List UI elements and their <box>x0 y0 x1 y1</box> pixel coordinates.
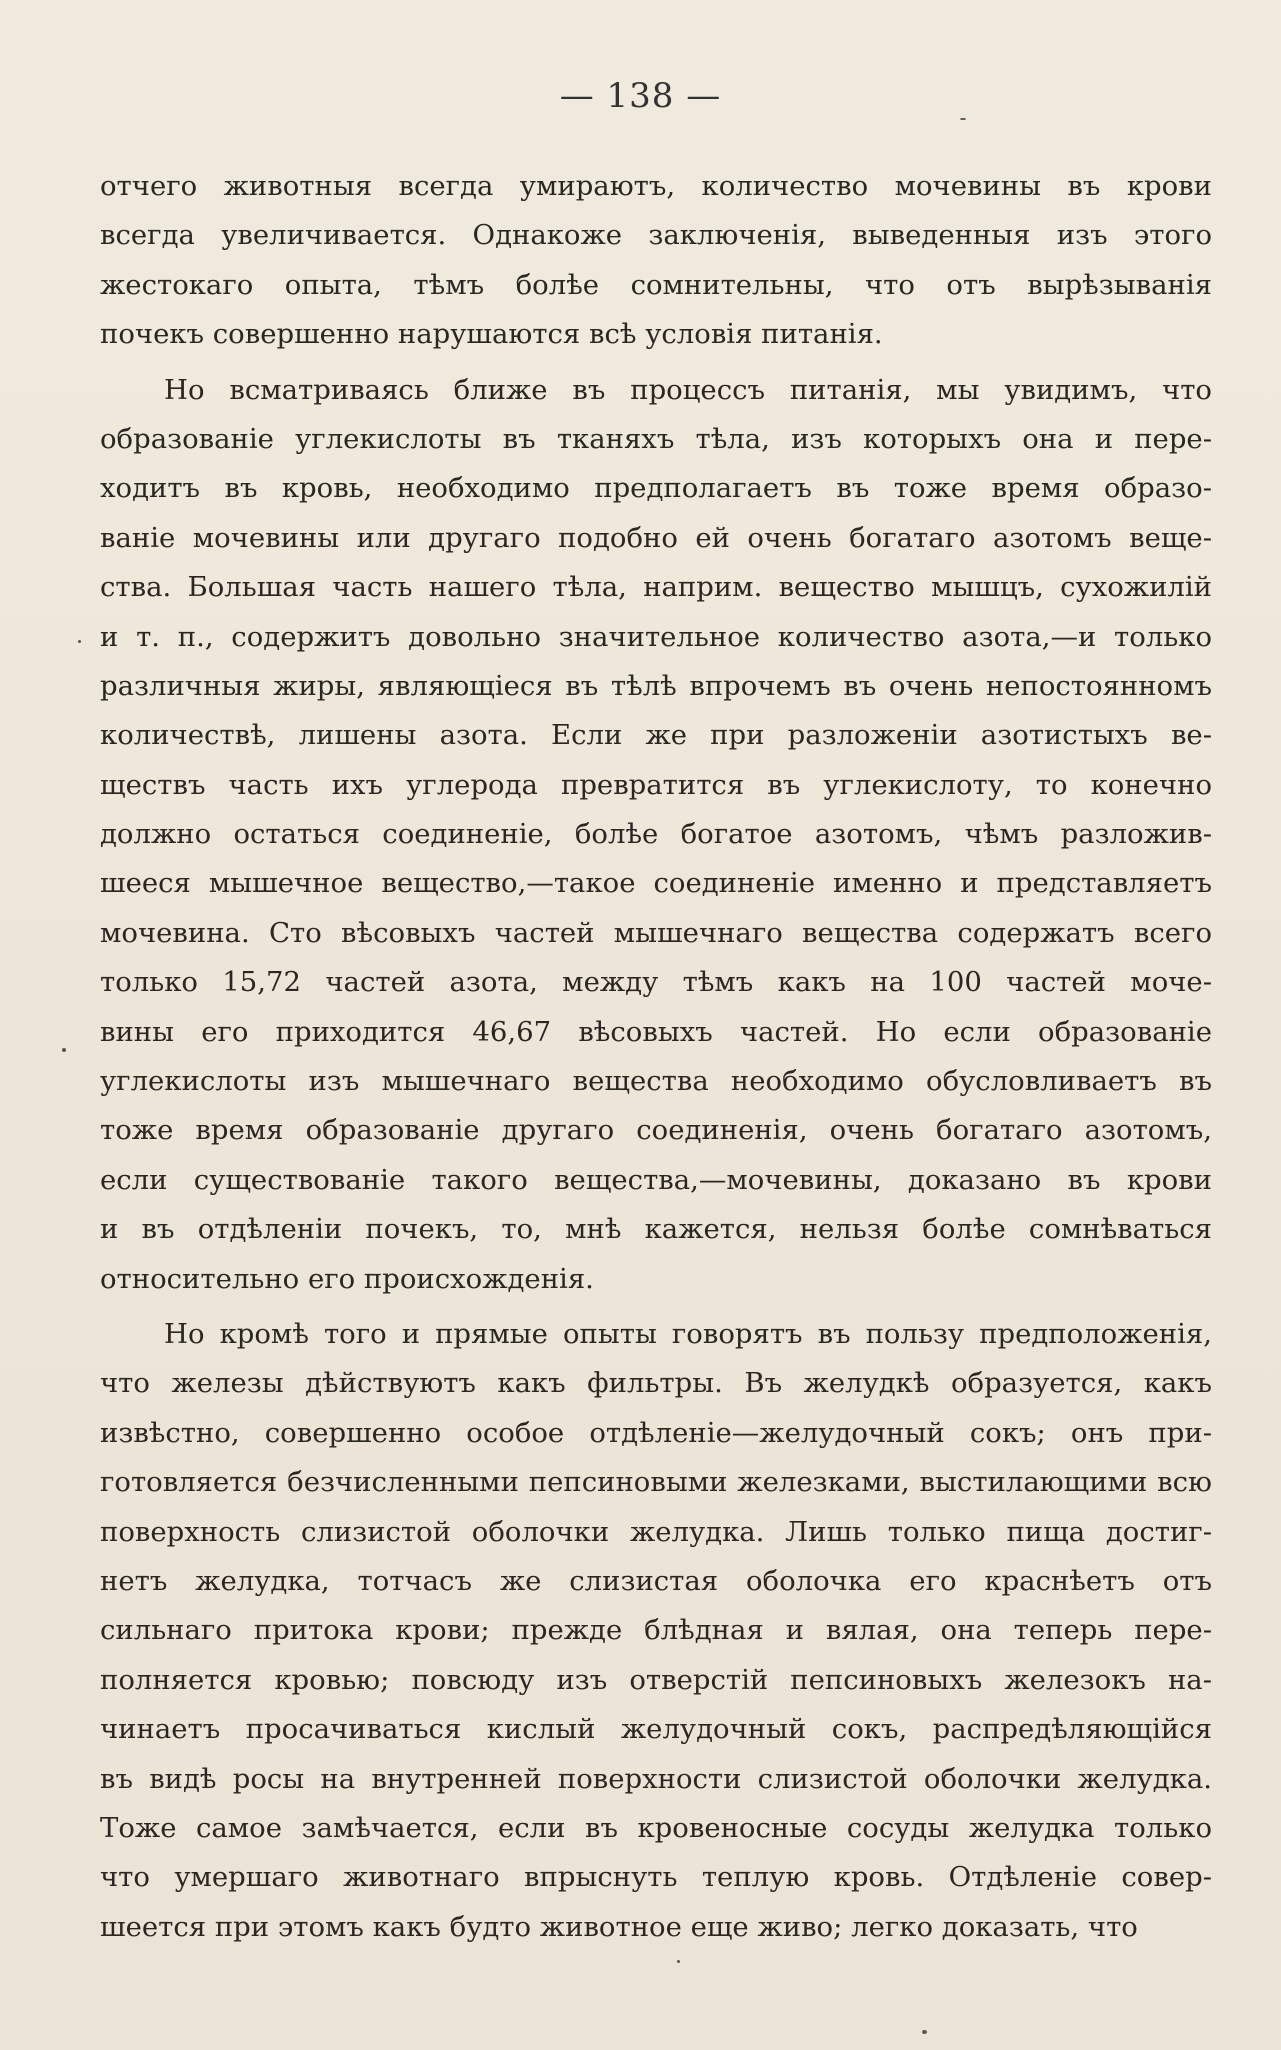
text-line: поверхность слизистой оболочки желудка. Лишь только пища достиг- <box>100 1515 1212 1548</box>
text-line: образованіе углекислоты въ тканяхъ тѣла, изъ которыхъ она и пере- <box>100 422 1212 455</box>
page-body-text <box>100 162 1212 1952</box>
text-line: должно остаться соединеніе, болѣе богатое азотомъ, чѣмъ разложив- <box>100 818 1212 851</box>
text-line: ходитъ въ кровь, необходимо предполагаетъ въ тоже время образо- <box>100 472 1212 505</box>
text-line: готовляется безчисленными пепсиновыми железками, выстилающими всю <box>100 1466 1212 1499</box>
text-line: тоже время образованіе другаго соединенія, очень богатаго азотомъ, <box>100 1114 1212 1147</box>
text-line: только 15,72 частей азота, между тѣмъ какъ на 100 частей моче- <box>100 966 1212 999</box>
text-line: чинаетъ просачиваться кислый желудочный сокъ, распредѣляющійся <box>100 1713 1212 1746</box>
text-line: извѣстно, совершенно особое отдѣленіе—желудочный сокъ; онъ при- <box>100 1416 1212 1449</box>
text-line: всегда увеличивается. Однакоже заключенія, выведенныя изъ этого <box>100 219 1212 252</box>
text-line: почекъ совершенно нарушаются всѣ условія питанія. <box>100 318 883 351</box>
text-line: жестокаго опыта, тѣмъ болѣе сомнительны, что отъ вырѣзыванія <box>100 268 1212 301</box>
print-speck <box>922 2030 927 2034</box>
text-line: вины его приходится 46,67 вѣсовыхъ частей. Но если образованіе <box>100 1015 1212 1048</box>
text-line: если существованіе такого вещества,—мочевины, доказано въ крови <box>100 1163 1212 1196</box>
text-line: что железы дѣйствуютъ какъ фильтры. Въ желудкѣ образуется, какъ <box>100 1367 1212 1400</box>
text-line: количествѣ, лишены азота. Если же при разложеніи азотистыхъ ве- <box>100 719 1212 752</box>
text-line: Но кромѣ того и прямые опыты говорятъ въ пользу предположенія, <box>164 1317 1212 1350</box>
print-speck <box>78 640 81 643</box>
text-line: полняется кровью; повсюду изъ отверстій пепсиновыхъ железокъ на- <box>100 1663 1212 1696</box>
text-line: различныя жиры, являющіеся въ тѣлѣ впрочемъ въ очень непостоянномъ <box>100 669 1212 702</box>
text-line: нетъ желудка, тотчасъ же слизистая оболочка его краснѣетъ отъ <box>100 1564 1212 1597</box>
paragraph <box>100 162 1212 360</box>
text-line: шееся мышечное вещество,—такое соединеніе именно и представляетъ <box>100 867 1212 900</box>
print-speck <box>677 1960 680 1963</box>
text-line: углекислоты изъ мышечнаго вещества необходимо обусловливаетъ въ <box>100 1065 1212 1098</box>
paragraph <box>100 366 1212 1304</box>
text-line: Тоже самое замѣчается, если въ кровеносные сосуды желудка только <box>100 1811 1212 1844</box>
text-line: шеется при этомъ какъ будто животное еще живо; легко доказать, что <box>100 1910 1138 1943</box>
text-line: отчего животныя всегда умираютъ, количество мочевины въ крови <box>100 170 1212 202</box>
text-line: и въ отдѣленіи почекъ, то, мнѣ кажется, нельзя болѣе сомнѣваться <box>100 1213 1212 1246</box>
text-line: въ видѣ росы на внутренней поверхности слизистой оболочки желудка. <box>100 1762 1212 1795</box>
print-speck <box>960 118 966 120</box>
text-line: мочевина. Сто вѣсовыхъ частей мышечнаго вещества содержатъ всего <box>100 916 1212 949</box>
paragraph <box>100 1310 1212 1952</box>
text-line: и т. п., содержитъ довольно значительное количество азота,—и только <box>100 620 1212 653</box>
page-number: — 138 — <box>559 76 722 116</box>
text-line: относительно его происхожденія. <box>100 1262 594 1295</box>
text-line: ства. Большая часть нашего тѣла, наприм. вещество мышцъ, сухожилій <box>100 571 1212 604</box>
text-line: сильнаго притока крови; прежде блѣдная и вялая, она теперь пере- <box>100 1614 1212 1647</box>
text-line: Но всматриваясь ближе въ процессъ питанія, мы увидимъ, что <box>164 373 1212 406</box>
text-line: ваніе мочевины или другаго подобно ей очень богатаго азотомъ веще- <box>100 521 1212 554</box>
text-line: что умершаго животнаго впрыснуть теплую кровь. Отдѣленіе совер- <box>100 1861 1212 1894</box>
text-line: ществъ часть ихъ углерода превратится въ углекислоту, то конечно <box>100 768 1212 801</box>
print-speck <box>62 1048 66 1052</box>
